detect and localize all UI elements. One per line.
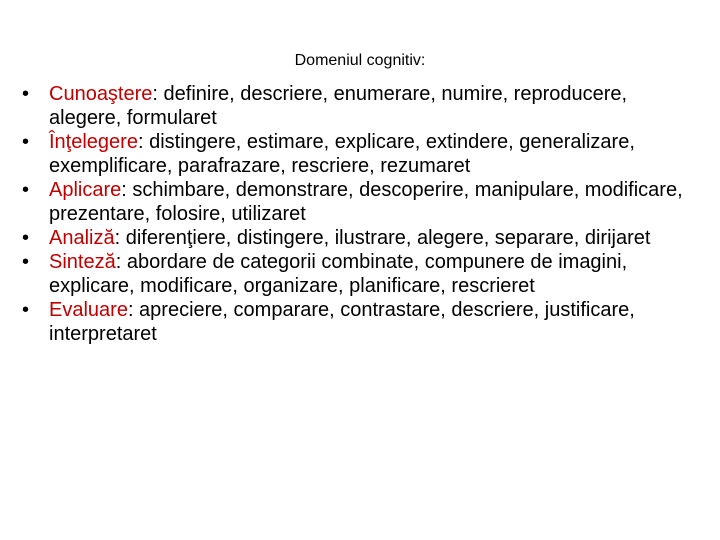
bullet-list [22, 82, 702, 346]
slide-title: Domeniul cognitiv: [294, 52, 426, 69]
bullet-text: : definire, descriere, enumerare, numire, reproducere, alegere, formularet [49, 83, 628, 129]
bullet-text: : diferenţiere, distingere, ilustrare, alegere, separare, dirijaret [114, 227, 651, 249]
bullet-icon: • [22, 131, 30, 153]
bullet-item-aplicare [22, 178, 702, 226]
bullet-icon: • [22, 179, 30, 201]
bullet-item-analiza [22, 226, 702, 250]
bullet-term: Cunoaştere [49, 83, 153, 105]
bullet-text: : apreciere, comparare, contrastare, descriere, justificare, interpretaret [49, 299, 635, 345]
bullet-term: Aplicare [49, 179, 122, 201]
bullet-text: : abordare de categorii combinate, compunere de imagini, explicare, modificare, organizare, planificare, rescrieret [49, 251, 628, 297]
bullet-icon: • [22, 227, 30, 249]
bullet-term: Evaluare [49, 299, 128, 321]
bullet-text: : distingere, estimare, explicare, extindere, generalizare, exemplificare, parafrazare, rescriere, rezumaret [49, 131, 635, 177]
bullet-term: Analiză [49, 227, 115, 249]
bullet-icon: • [22, 299, 30, 321]
bullet-term: Sinteză [49, 251, 116, 273]
bullet-icon: • [22, 251, 30, 273]
bullet-item-evaluare [22, 298, 702, 346]
bullet-item-cunoastere [22, 82, 702, 130]
bullet-item-sinteza [22, 250, 702, 298]
bullet-icon: • [22, 83, 30, 105]
bullet-text: : schimbare, demonstrare, descoperire, manipulare, modificare, prezentare, folosire, utilizaret [49, 179, 683, 225]
bullet-item-intelegere [22, 130, 702, 178]
bullet-term: Înţelegere [49, 131, 138, 153]
